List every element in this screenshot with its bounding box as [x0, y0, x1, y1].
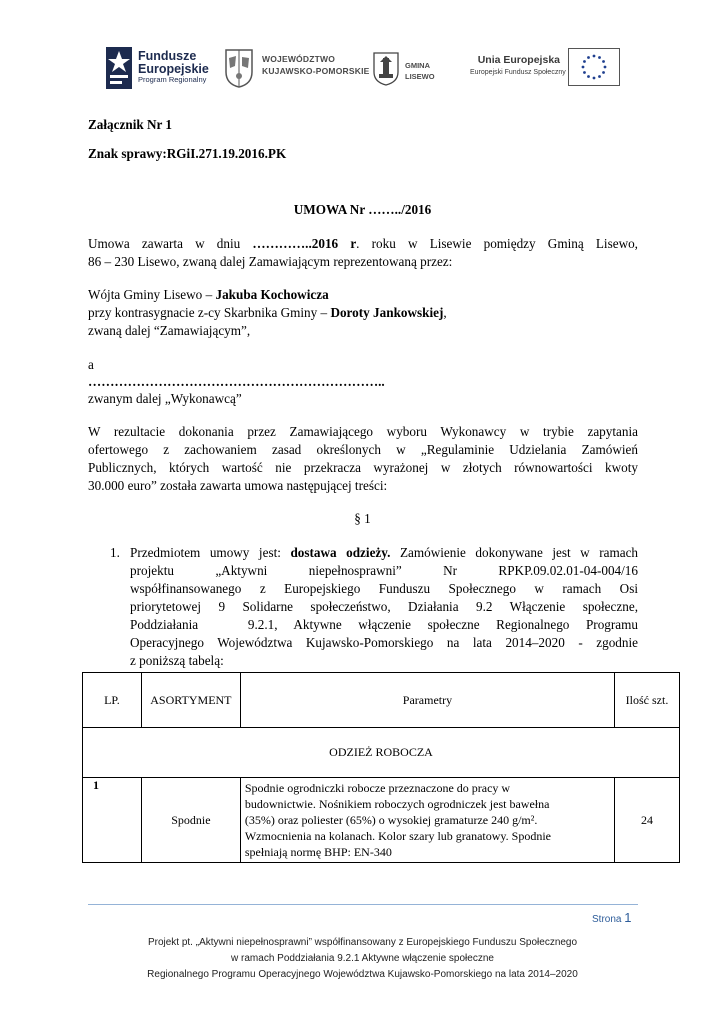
eu-star-icon [602, 71, 605, 74]
item-line-7: z poniższą tabelą: [130, 653, 224, 668]
result-line-1: W rezultacie dokonania przez Zamawiającego wyboru Wykonawcy w trybie zapytania [88, 424, 638, 439]
footer-line-2: w ramach Poddziałania 9.2.1 Aktywne włączenie społeczne [231, 953, 494, 964]
item-line-5: Poddziałania 9.2.1, Aktywne włączenie społeczne Regionalnego Programu [130, 617, 638, 632]
item-line-3: współfinansowanego z Europejskiego Funduszu Społecznego w ramach Osi [130, 581, 638, 596]
intro-text-c: . roku w Lisewie pomiędzy Gminą Lisewo, [356, 236, 638, 251]
param-line: spełniają normę BHP: EN-340 [244, 845, 392, 859]
ue-title: Unia Europejska [477, 54, 560, 66]
table-section-row [83, 728, 680, 778]
table-row [83, 778, 680, 863]
item-line-4: priorytetowej 9 Solidarne społeczeństwo, Działania 9.2 Włączenie społeczne, [130, 599, 638, 614]
header-parameters: Parametry [240, 673, 614, 728]
param-line: (35%) oraz poliester (65%) o wysokiej gramaturze 240 g/m². [244, 813, 538, 827]
page-number-value: 1 [624, 910, 632, 925]
table-header-row [83, 673, 680, 728]
param-line: budownictwie. Nośnikiem roboczych ogrodniczek jest bawełna [244, 797, 550, 811]
eu-star-icon [604, 66, 607, 69]
representative-line-1 [88, 286, 329, 304]
kujawsko-pomorskie-crest-icon [224, 48, 254, 88]
representative-line-2 [88, 304, 447, 322]
param-line: Wzmocnienia na kolanach. Kolor szary lub granatowy. Spodnie [244, 829, 551, 843]
item-subject: dostawa odzieży. [290, 545, 391, 560]
assortment-table [82, 672, 680, 863]
fe-title-line-2: Europejskie [138, 62, 209, 77]
fe-subtitle: Program Regionalny [138, 75, 207, 85]
contractor-dots: ………………………………………………………….. [88, 374, 385, 389]
gmina-line-2: LISEWO [405, 71, 435, 81]
header-assortment: ASORTYMENT [141, 673, 240, 728]
intro-line-2: 86 – 230 Lisewo, zwaną dalej Zamawiającym reprezentowaną przez: [88, 254, 453, 269]
page-number [592, 910, 631, 925]
row-lp: 1 [83, 778, 142, 863]
item-text-c: Zamówienie dokonywane jest w ramach [390, 545, 639, 560]
result-line-4: 30.000 euro” została zawarta umowa następującej treści: [88, 478, 388, 493]
fe-title-line-1: Fundusze [138, 49, 197, 63]
row-quantity: 24 [615, 778, 680, 863]
item-line-1 [130, 544, 638, 562]
woj-line-2: KUJAWSKO-POMORSKIE [262, 65, 370, 76]
section-mark: § 1 [354, 511, 371, 526]
eu-star-icon [583, 71, 586, 74]
kujawsko-pomorskie-logo [262, 55, 370, 76]
fundusze-europejskie-logo [138, 50, 209, 84]
result-line-3: Publicznych, których wartość nie przekracza wyrażonej w złotych równowartości kwoty [88, 460, 638, 475]
item-number: 1. [110, 545, 120, 560]
contract-date: …………..2016 r [252, 236, 357, 251]
contractor-label: zwanym dalej „Wykonawcą” [88, 391, 242, 406]
intro-text-a: Umowa zawarta w dniu [88, 236, 253, 251]
case-reference: Znak sprawy:RGiI.271.19.2016.PK [88, 146, 287, 161]
rep-text-b: przy kontrasygnacie z-cy Skarbnika Gminy – [88, 305, 331, 320]
and-conjunction: a [88, 357, 94, 372]
eu-star-icon [598, 56, 601, 59]
unia-europejska-logo [470, 54, 566, 77]
gmina-lisewo-logo [405, 62, 435, 81]
woj-line-1: WOJEWÓDZTWO [262, 54, 336, 64]
item-text-a: Przedmiotem umowy jest: [130, 545, 291, 560]
representative-line-3: zwaną dalej “Zamawiającym”, [88, 323, 251, 338]
eu-flag-icon [568, 48, 620, 86]
gmina-lisewo-crest-icon [373, 52, 399, 86]
eu-star-icon [598, 75, 601, 78]
header-lp: LP. [83, 673, 142, 728]
intro-line-1 [88, 235, 638, 253]
row-parameters [240, 778, 614, 863]
page-label: Strona [592, 914, 622, 925]
treasurer-name: Doroty Jankowskiej [330, 305, 444, 320]
rep-comma: , [443, 305, 447, 320]
section-label: ODZIEŻ ROBOCZA [83, 728, 680, 778]
footer-line-3: Regionalnego Programu Operacyjnego Województwa Kujawsko-Pomorskiego na lata 2014–2020 [147, 969, 578, 980]
rep-text-a: Wójta Gminy Lisewo – [88, 287, 216, 302]
param-line: Spodnie ogrodniczki robocze przeznaczone do pracy w [244, 781, 511, 795]
mayor-name: Jakuba Kochowicza [215, 287, 329, 302]
eu-star-icon [587, 75, 590, 78]
header-quantity: Ilość szt. [615, 673, 680, 728]
attachment-label: Załącznik Nr 1 [88, 117, 173, 132]
result-line-2: ofertowego z zachowaniem zasad określonych w „Regulaminie Udzielania Zamówień [88, 442, 638, 457]
footer-rule [88, 904, 638, 905]
gmina-line-1: GMINA [405, 61, 430, 70]
eu-star-icon [593, 77, 596, 80]
eu-star-icon [583, 60, 586, 63]
eu-star-icon [593, 55, 596, 58]
eu-star-icon [602, 60, 605, 63]
footer-line-1: Projekt pt. „Aktywni niepełnosprawni” współfinansowany z Europejskiego Funduszu Społecznego [147, 937, 578, 948]
contract-title: UMOWA Nr ……../2016 [293, 202, 432, 217]
fundusze-europejskie-emblem-icon [106, 47, 132, 89]
item-line-6: Operacyjnego Województwa Kujawsko-Pomorskiego na lata 2014–2020 - zgodnie [130, 635, 638, 650]
eu-star-icon [582, 66, 585, 69]
row-name: Spodnie [141, 778, 240, 863]
eu-star-icon [587, 56, 590, 59]
ue-subtitle: Europejski Fundusz Społeczny [470, 69, 566, 77]
item-line-2: projektu „Aktywni niepełnosprawni” Nr RPKP.09.02.01-04-004/16 [130, 563, 638, 578]
